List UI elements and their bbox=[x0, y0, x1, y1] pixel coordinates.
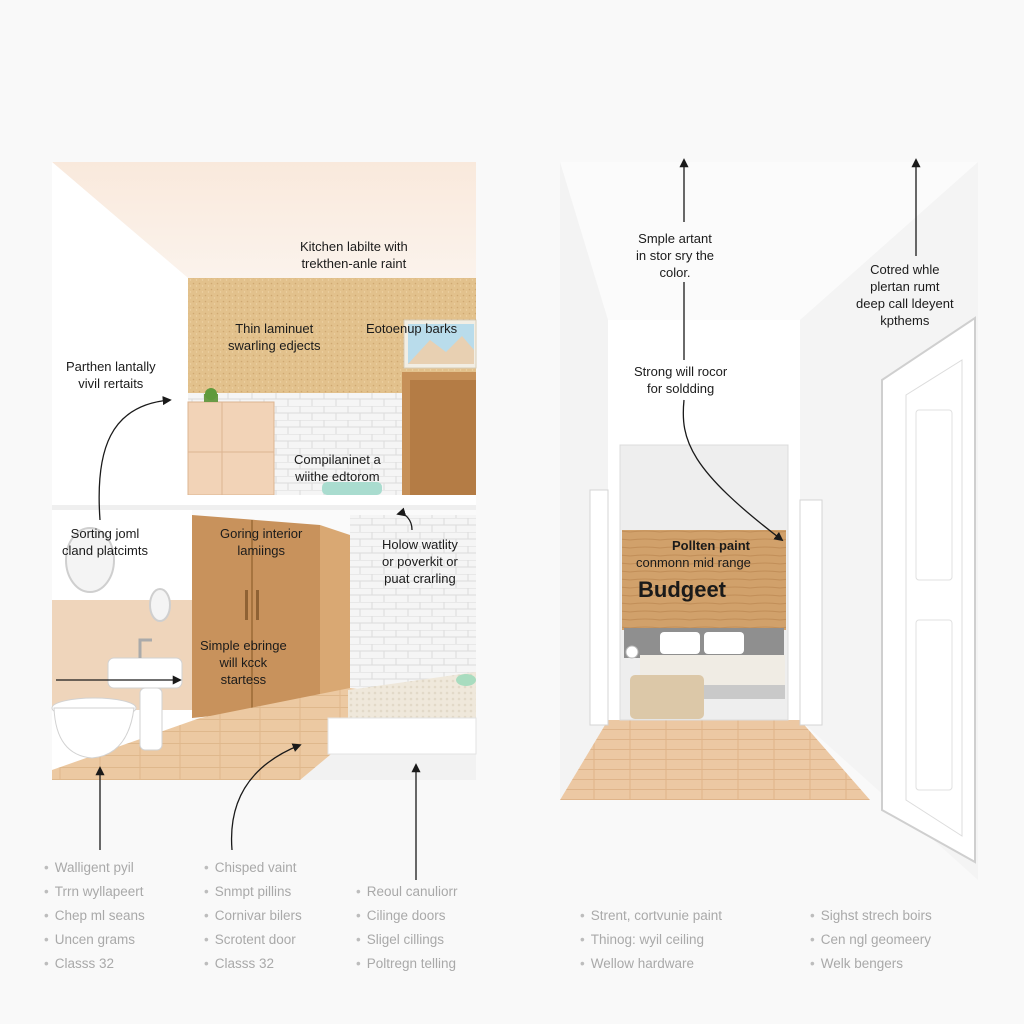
annotation-simple: Smple artant in stor sry the color. bbox=[636, 231, 715, 280]
list-item: • Trrn wyllapeert bbox=[44, 884, 144, 899]
list-item: • Chisped vaint bbox=[204, 860, 297, 875]
kitchen-cabinet bbox=[188, 388, 274, 495]
left-list-1 bbox=[44, 856, 145, 976]
annotation-kitchen: Kitchen labilte with trekthen-anle raint bbox=[300, 239, 408, 271]
annotation-laminate: Thin laminuet swarling edjects bbox=[228, 321, 321, 353]
list-item: • Classs 32 bbox=[204, 956, 275, 971]
list-item: • Sligel cillings bbox=[356, 932, 445, 947]
left-list-2 bbox=[204, 856, 302, 976]
right-hallway-illustration bbox=[520, 0, 1024, 880]
list-item: • Uncen grams bbox=[44, 932, 136, 947]
list-item: • Classs 32 bbox=[44, 956, 115, 971]
annotation-storage: Simple ebringe will kcck startess bbox=[200, 638, 287, 687]
list-item: • Wellow hardware bbox=[580, 956, 695, 971]
annotation-coated: Cotred whle plertan rumt deep call ldeyent kpthems bbox=[856, 262, 954, 328]
wall-panel-line1: Pollten paint bbox=[672, 538, 750, 553]
right-list-1 bbox=[580, 904, 722, 976]
list-item: • Cen ngl geomeery bbox=[810, 932, 932, 947]
annotation-partition: Parthen lantally vivil rertaits bbox=[66, 359, 156, 391]
list-item: • Poltregn telling bbox=[356, 956, 457, 971]
annotation-sorting: Sorting joml cland platcimts bbox=[62, 526, 148, 558]
annotation-complement: Compilaninet a wiithe edtorom bbox=[294, 452, 381, 484]
annotation-backsplash: Eotoenup barks bbox=[366, 321, 458, 336]
list-item: • Reoul canuliorr bbox=[356, 884, 458, 899]
annotation-hollow: Holow watlity or poverkit or puat crarling bbox=[382, 537, 458, 586]
list-item: • Cornivar bilers bbox=[204, 908, 302, 923]
list-item: • Thinog: wyil ceiling bbox=[580, 932, 705, 947]
wall-panel-line2: conmonn mid range bbox=[636, 555, 751, 570]
list-item: • Walligent pyil bbox=[44, 860, 134, 875]
wall-panel-heading: Budgeet bbox=[638, 577, 726, 602]
white-door[interactable] bbox=[882, 318, 975, 862]
annotation-interior: Goring interior lamiings bbox=[220, 526, 303, 558]
list-item: • Snmpt pillins bbox=[204, 884, 292, 899]
list-item: • Welk bengers bbox=[810, 956, 904, 971]
list-item: • Strent, cortvunie paint bbox=[580, 908, 723, 923]
left-list-3 bbox=[356, 880, 458, 976]
list-item: • Cilinge doors bbox=[356, 908, 446, 923]
small-mirror bbox=[150, 589, 170, 621]
annotation-strong: Strong will rocor for soldding bbox=[634, 364, 728, 396]
right-list-2 bbox=[810, 904, 932, 976]
list-item: • Sighst strech boirs bbox=[810, 908, 932, 923]
list-item: • Chep ml seans bbox=[44, 908, 145, 923]
list-item: • Scrotent door bbox=[204, 932, 296, 947]
wall-panel-text bbox=[636, 538, 786, 605]
